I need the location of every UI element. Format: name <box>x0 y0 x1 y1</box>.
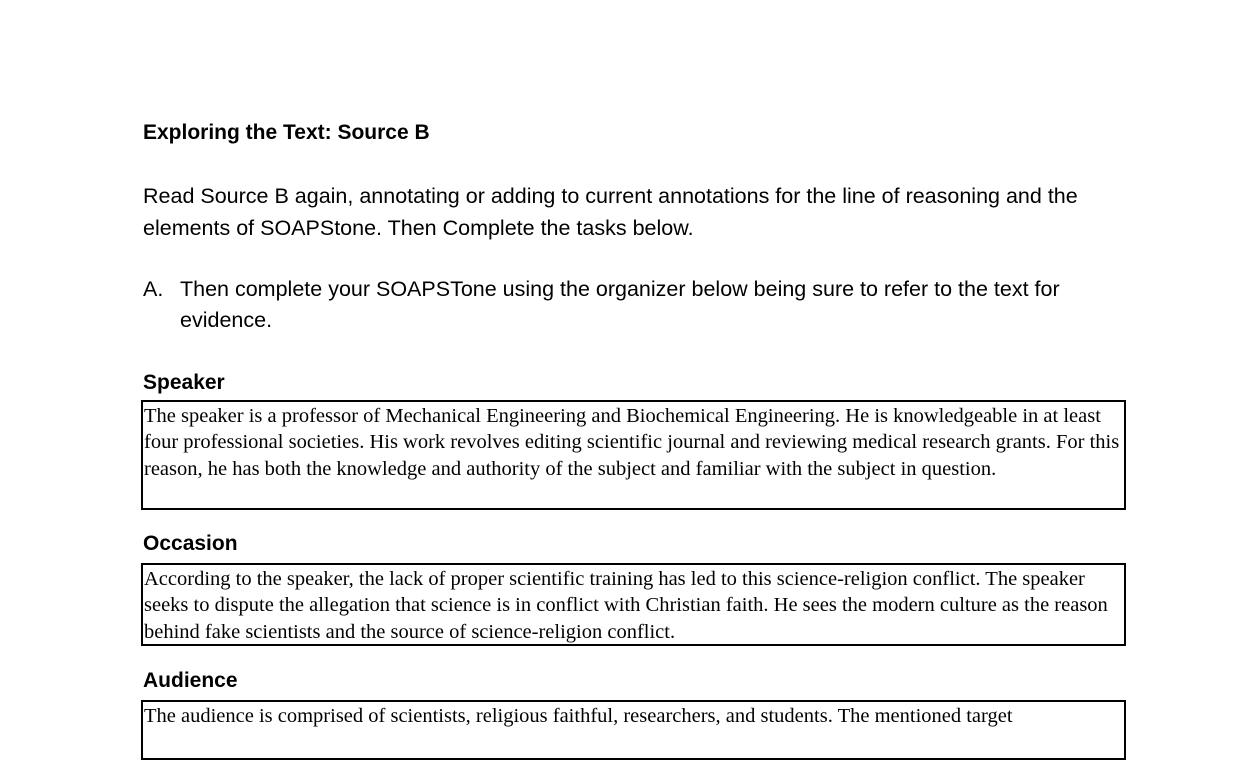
audience-label: Audience <box>143 669 238 692</box>
intro-paragraph: Read Source B again, annotating or adding to current annotations for the line of reasoning and the elements of SOAPStone. Then Complete the tasks below. <box>143 184 1078 240</box>
speaker-label: Speaker <box>143 371 225 394</box>
task-text: Then complete your SOAPSTone using the organizer below being sure to refer to the text for evidence. <box>180 277 1060 332</box>
page-title: Exploring the Text: Source B <box>143 121 430 144</box>
occasion-label: Occasion <box>143 532 238 555</box>
speaker-answer-box[interactable] <box>141 400 1126 510</box>
audience-answer-box[interactable] <box>141 700 1126 760</box>
task-item <box>143 274 1131 336</box>
task-letter: A. <box>143 277 164 301</box>
occasion-answer-box[interactable] <box>141 563 1126 646</box>
occasion-answer-text: According to the speaker, the lack of proper scientific training has led to this science-religion conflict. The speaker seeks to dispute the allegation that science is in conflict with Christian faith. He sees the modern culture as the reason behind fake scientists and the source of science-religion conflict. <box>144 568 1108 643</box>
speaker-answer-text: The speaker is a professor of Mechanical Engineering and Biochemical Engineering. He is knowledgeable in at least four professional societies. His work revolves editing scientific journal and reviewing medical research grants. For this reason, he has both the knowledge and authority of the subject and familiar with the subject in question. <box>144 405 1120 480</box>
audience-answer-text: The audience is comprised of scientists, religious faithful, researchers, and students. The mentioned target <box>144 705 1013 727</box>
